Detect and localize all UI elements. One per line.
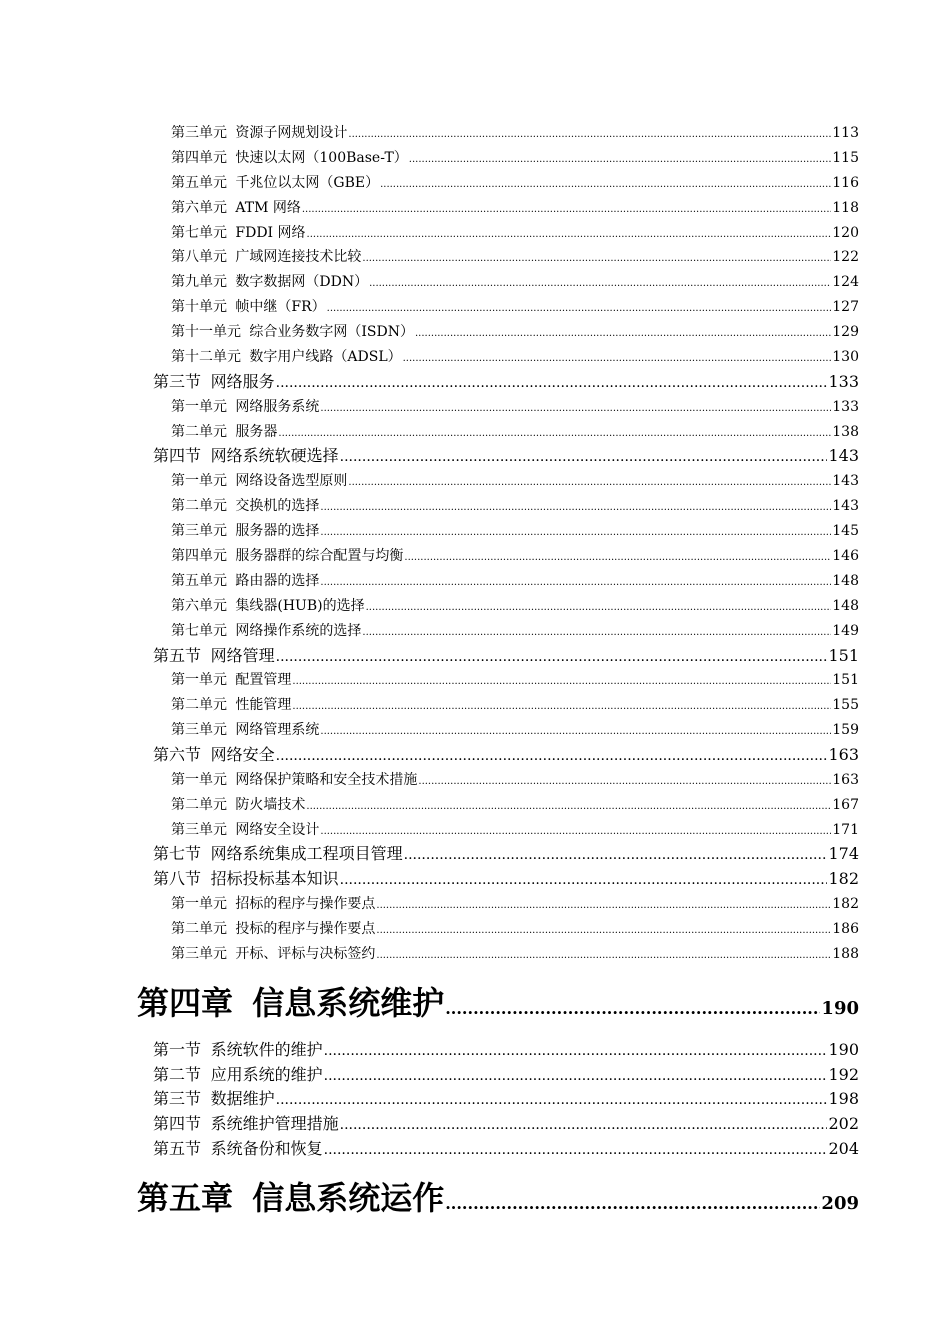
toc-dot-leader <box>445 1177 820 1230</box>
toc-page-number: 202 <box>828 1114 859 1134</box>
toc-entry-label: 数字数据网（DDN） <box>235 274 369 291</box>
toc-entry-number: 第一单元 <box>171 896 227 913</box>
toc-entry-label: 防火墙技术 <box>235 796 306 813</box>
toc-page-number: 209 <box>821 1192 859 1214</box>
toc-page-number: 182 <box>832 896 859 913</box>
toc-dot-leader <box>445 982 820 1035</box>
toc-dot-leader <box>348 123 831 148</box>
toc-unit-entry[interactable] <box>171 544 859 569</box>
toc-entry-title <box>171 245 361 270</box>
toc-page-number: 188 <box>832 945 859 962</box>
toc-dot-leader <box>276 1088 828 1113</box>
toc-unit-entry[interactable] <box>171 594 859 619</box>
toc-section-entry[interactable] <box>153 644 859 669</box>
toc-entry-label: 服务器 <box>235 423 278 440</box>
toc-entry-title <box>171 594 365 619</box>
toc-entry-label: FDDI 网络 <box>235 224 306 241</box>
toc-entry-title <box>171 395 319 420</box>
toc-section-entry[interactable] <box>153 1063 859 1088</box>
toc-entry-label: 服务器群的综合配置与均衡 <box>235 547 404 564</box>
toc-page-number: 146 <box>832 547 859 564</box>
toc-section-entry[interactable] <box>153 1112 859 1137</box>
toc-dot-leader <box>403 347 832 372</box>
toc-entry-number: 第五单元 <box>171 174 227 191</box>
toc-entry-title <box>171 892 375 917</box>
toc-page-number: 190 <box>828 1039 859 1059</box>
toc-entry-number: 第十单元 <box>171 299 227 316</box>
toc-entry-number: 第二单元 <box>171 498 227 515</box>
toc-page-number: 182 <box>828 869 859 889</box>
toc-entry-title <box>171 917 375 942</box>
toc-entry-number: 第一单元 <box>171 771 227 788</box>
toc-page-number: 115 <box>832 149 859 166</box>
toc-page-number: 133 <box>832 398 859 415</box>
toc-dot-leader <box>278 422 831 447</box>
toc-dot-leader <box>415 322 831 347</box>
toc-entry-title <box>171 121 347 146</box>
toc-page-number: 120 <box>832 224 859 241</box>
toc-entry-title <box>153 1038 323 1063</box>
toc-unit-entry[interactable] <box>171 619 859 644</box>
toc-unit-entry[interactable] <box>171 295 859 320</box>
table-of-contents <box>0 121 950 1233</box>
toc-entry-number: 第七单元 <box>171 224 227 241</box>
toc-entry-label: 千兆位以太网（GBE） <box>235 174 380 191</box>
toc-unit-entry[interactable] <box>171 270 859 295</box>
toc-entry-number: 第七单元 <box>171 622 227 639</box>
toc-page-number: 204 <box>828 1138 859 1158</box>
toc-entry-title <box>171 469 347 494</box>
toc-entry-label: 交换机的选择 <box>235 498 320 515</box>
toc-unit-entry[interactable] <box>171 146 859 171</box>
toc-entry-number: 第五节 <box>153 645 202 665</box>
toc-unit-entry[interactable] <box>171 668 859 693</box>
toc-unit-entry[interactable] <box>171 395 859 420</box>
toc-entry-title <box>171 519 319 544</box>
toc-entry-label: 网络系统软硬选择 <box>210 446 339 466</box>
toc-dot-leader <box>369 272 831 297</box>
toc-entry-title <box>153 1137 323 1162</box>
toc-page-number: 151 <box>832 672 859 689</box>
toc-entry-label: 数字用户线路（ADSL） <box>249 349 402 366</box>
toc-dot-leader <box>292 695 831 720</box>
toc-entry-label: 网络系统集成工程项目管理 <box>210 844 403 864</box>
toc-entry-number: 第三单元 <box>171 722 227 739</box>
toc-entry-number: 第二节 <box>153 1064 202 1084</box>
toc-unit-entry[interactable] <box>171 245 859 270</box>
toc-entry-title <box>171 619 361 644</box>
toc-entry-title <box>171 793 305 818</box>
toc-page-number: 151 <box>828 645 859 665</box>
toc-entry-title <box>171 221 306 246</box>
toc-page-number: 122 <box>832 249 859 266</box>
toc-dot-leader <box>307 223 832 248</box>
toc-dot-leader <box>324 1039 828 1064</box>
toc-unit-entry[interactable] <box>171 818 859 843</box>
toc-entry-label: 网络设备选型原则 <box>235 473 348 490</box>
toc-dot-leader <box>320 397 831 422</box>
toc-dot-leader <box>404 546 831 571</box>
toc-entry-label: 信息系统运作 <box>252 1178 445 1217</box>
toc-entry-title <box>171 295 326 320</box>
toc-unit-entry[interactable] <box>171 469 859 494</box>
toc-dot-leader <box>418 770 831 795</box>
toc-dot-leader <box>376 894 831 919</box>
toc-page-number: 155 <box>832 697 859 714</box>
toc-dot-leader <box>362 247 831 272</box>
toc-entry-number: 第八节 <box>153 869 202 889</box>
toc-section-entry[interactable] <box>153 370 859 395</box>
toc-page-number: 127 <box>832 299 859 316</box>
toc-dot-leader <box>276 744 828 769</box>
toc-page-number: 148 <box>832 572 859 589</box>
toc-page-number: 124 <box>832 274 859 291</box>
toc-unit-entry[interactable] <box>171 494 859 519</box>
toc-page-number: 143 <box>832 473 859 490</box>
toc-page-number: 192 <box>828 1064 859 1084</box>
toc-entry-title <box>171 171 379 196</box>
toc-dot-leader <box>340 868 828 893</box>
toc-entry-label: 应用系统的维护 <box>210 1064 323 1084</box>
toc-entry-title <box>171 320 414 345</box>
toc-entry-label: 数据维护 <box>210 1089 275 1109</box>
toc-entry-number: 第二单元 <box>171 796 227 813</box>
toc-dot-leader <box>376 944 831 969</box>
toc-entry-label: 性能管理 <box>235 697 292 714</box>
toc-unit-entry[interactable] <box>171 718 859 743</box>
toc-unit-entry[interactable] <box>171 569 859 594</box>
toc-entry-label: 网络保护策略和安全技术措施 <box>235 771 418 788</box>
toc-page-number: 118 <box>832 199 859 216</box>
toc-entry-label: 帧中继（FR） <box>235 299 326 316</box>
toc-dot-leader <box>292 670 831 695</box>
toc-unit-entry[interactable] <box>171 917 859 942</box>
toc-unit-entry[interactable] <box>171 121 859 146</box>
toc-unit-entry[interactable] <box>171 320 859 345</box>
toc-page-number: 143 <box>832 498 859 515</box>
toc-page-number: 159 <box>832 722 859 739</box>
toc-section-entry[interactable] <box>153 1038 859 1063</box>
toc-entry-title <box>171 768 417 793</box>
toc-entry-title <box>171 146 408 171</box>
toc-unit-entry[interactable] <box>171 768 859 793</box>
toc-entry-number: 第四章 <box>137 983 234 1022</box>
toc-entry-number: 第二单元 <box>171 920 227 937</box>
toc-entry-label: 配置管理 <box>235 672 292 689</box>
toc-unit-entry[interactable] <box>171 420 859 445</box>
toc-section-entry[interactable] <box>153 842 859 867</box>
toc-entry-label: 信息系统维护 <box>252 983 445 1022</box>
toc-entry-number: 第七节 <box>153 844 202 864</box>
toc-entry-title <box>171 345 402 370</box>
toc-section-entry[interactable] <box>153 1087 859 1112</box>
toc-dot-leader <box>340 1113 828 1138</box>
toc-page-number: 198 <box>828 1089 859 1109</box>
toc-page-number: 113 <box>832 125 859 141</box>
toc-dot-leader <box>376 919 831 944</box>
toc-dot-leader <box>276 645 828 670</box>
toc-entry-title <box>171 693 291 718</box>
toc-unit-entry[interactable] <box>171 942 859 967</box>
toc-page-number: 143 <box>828 446 859 466</box>
toc-chapter-entry[interactable] <box>137 977 859 1030</box>
toc-entry-label: 快速以太网（100Base-T） <box>235 149 408 166</box>
toc-section-entry[interactable] <box>153 867 859 892</box>
toc-unit-entry[interactable] <box>171 221 859 246</box>
toc-section-entry[interactable] <box>153 444 859 469</box>
toc-page-number: 148 <box>832 597 859 614</box>
toc-page-number: 149 <box>832 622 859 639</box>
toc-entry-label: 开标、评标与决标签约 <box>235 945 376 962</box>
toc-entry-title <box>171 718 319 743</box>
toc-entry-number: 第五单元 <box>171 572 227 589</box>
toc-entry-number: 第一单元 <box>171 473 227 490</box>
toc-entry-label: 综合业务数字网（ISDN） <box>249 324 414 341</box>
toc-entry-label: 广域网连接技术比较 <box>235 249 362 266</box>
toc-unit-entry[interactable] <box>171 345 859 370</box>
toc-page-number: 116 <box>832 174 859 191</box>
toc-unit-entry[interactable] <box>171 196 859 221</box>
toc-entry-title <box>153 743 275 768</box>
toc-entry-title <box>153 842 403 867</box>
toc-entry-title <box>153 1112 339 1137</box>
toc-page-number: 129 <box>832 324 859 341</box>
toc-page-number: 167 <box>832 796 859 813</box>
toc-entry-label: 网络服务 <box>210 371 275 391</box>
toc-entry-number: 第四单元 <box>171 149 227 166</box>
toc-entry-label: 招标的程序与操作要点 <box>235 896 376 913</box>
toc-section-entry[interactable] <box>153 1137 859 1162</box>
toc-entry-title <box>171 544 403 569</box>
toc-dot-leader <box>276 371 828 396</box>
toc-dot-leader <box>320 720 831 745</box>
toc-page-number: 174 <box>828 844 859 864</box>
toc-chapter-entry[interactable] <box>137 1172 859 1225</box>
toc-entry-number: 第三单元 <box>171 523 227 540</box>
toc-entry-number: 第二单元 <box>171 697 227 714</box>
toc-dot-leader <box>362 621 831 646</box>
toc-entry-number: 第五章 <box>137 1178 234 1217</box>
toc-page-number: 171 <box>832 821 859 838</box>
toc-dot-leader <box>324 1064 828 1089</box>
toc-entry-title <box>153 1087 275 1112</box>
toc-entry-label: 服务器的选择 <box>235 523 320 540</box>
toc-entry-number: 第一节 <box>153 1039 202 1059</box>
toc-entry-number: 第十一单元 <box>171 324 241 341</box>
toc-entry-number: 第四单元 <box>171 547 227 564</box>
toc-unit-entry[interactable] <box>171 793 859 818</box>
toc-entry-label: 投标的程序与操作要点 <box>235 920 376 937</box>
toc-entry-label: 集线器(HUB)的选择 <box>235 597 365 614</box>
toc-entry-number: 第一单元 <box>171 398 227 415</box>
toc-entry-number: 第一单元 <box>171 672 227 689</box>
toc-unit-entry[interactable] <box>171 693 859 718</box>
toc-entry-number: 第三单元 <box>171 125 227 141</box>
toc-page-number: 138 <box>832 423 859 440</box>
toc-page-number: 130 <box>832 349 859 366</box>
toc-dot-leader <box>320 571 831 596</box>
toc-entry-title <box>153 1063 323 1088</box>
toc-entry-number: 第五节 <box>153 1138 202 1158</box>
toc-entry-title <box>153 370 275 395</box>
toc-entry-title <box>171 196 301 221</box>
toc-entry-label: 网络服务系统 <box>235 398 320 415</box>
toc-page-number: 163 <box>832 771 859 788</box>
toc-unit-entry[interactable] <box>171 171 859 196</box>
toc-entry-title <box>137 1172 444 1225</box>
toc-entry-label: 路由器的选择 <box>235 572 320 589</box>
toc-dot-leader <box>340 445 828 470</box>
toc-entry-label: 招标投标基本知识 <box>210 869 339 889</box>
toc-page-number: 186 <box>832 920 859 937</box>
toc-unit-entry[interactable] <box>171 519 859 544</box>
toc-entry-label: ATM 网络 <box>235 199 301 216</box>
toc-entry-title <box>171 818 319 843</box>
toc-entry-label: 网络安全设计 <box>235 821 320 838</box>
toc-entry-title <box>171 270 368 295</box>
toc-page-number: 190 <box>821 997 859 1019</box>
toc-entry-number: 第三节 <box>153 1089 202 1109</box>
toc-entry-title <box>171 420 277 445</box>
toc-dot-leader <box>306 795 831 820</box>
toc-dot-leader <box>348 471 831 496</box>
toc-dot-leader <box>366 596 832 621</box>
toc-entry-title <box>137 977 444 1030</box>
toc-entry-label: 系统维护管理措施 <box>210 1114 339 1134</box>
toc-entry-label: 资源子网规划设计 <box>235 125 348 141</box>
toc-entry-label: 系统软件的维护 <box>210 1039 323 1059</box>
toc-entry-title <box>153 867 339 892</box>
toc-entry-label: 网络操作系统的选择 <box>235 622 362 639</box>
toc-entry-number: 第九单元 <box>171 274 227 291</box>
toc-entry-title <box>153 444 339 469</box>
toc-page-number: 163 <box>828 744 859 764</box>
toc-entry-number: 第三单元 <box>171 821 227 838</box>
toc-entry-label: 网络安全 <box>210 744 275 764</box>
toc-entry-title <box>171 668 291 693</box>
toc-unit-entry[interactable] <box>171 892 859 917</box>
toc-dot-leader <box>320 496 831 521</box>
toc-entry-number: 第十二单元 <box>171 349 241 366</box>
toc-entry-title <box>171 494 319 519</box>
toc-entry-label: 网络管理系统 <box>235 722 320 739</box>
toc-dot-leader <box>327 297 832 322</box>
toc-page-number: 133 <box>828 371 859 391</box>
toc-entry-number: 第六单元 <box>171 199 227 216</box>
toc-entry-number: 第六单元 <box>171 597 227 614</box>
toc-dot-leader <box>380 173 831 198</box>
toc-entry-number: 第八单元 <box>171 249 227 266</box>
toc-dot-leader <box>324 1138 828 1163</box>
toc-entry-number: 第四节 <box>153 446 202 466</box>
toc-entry-title <box>153 644 275 669</box>
toc-entry-number: 第二单元 <box>171 423 227 440</box>
toc-dot-leader <box>320 521 831 546</box>
toc-entry-number: 第三节 <box>153 371 202 391</box>
toc-dot-leader <box>320 820 831 845</box>
toc-dot-leader <box>302 198 831 223</box>
toc-entry-label: 系统备份和恢复 <box>210 1138 323 1158</box>
toc-section-entry[interactable] <box>153 743 859 768</box>
toc-entry-title <box>171 569 319 594</box>
toc-entry-number: 第三单元 <box>171 945 227 962</box>
toc-entry-label: 网络管理 <box>210 645 275 665</box>
toc-entry-title <box>171 942 375 967</box>
toc-dot-leader <box>409 148 831 173</box>
toc-dot-leader <box>404 843 828 868</box>
toc-entry-number: 第六节 <box>153 744 202 764</box>
toc-page-number: 145 <box>832 523 859 540</box>
toc-entry-number: 第四节 <box>153 1114 202 1134</box>
